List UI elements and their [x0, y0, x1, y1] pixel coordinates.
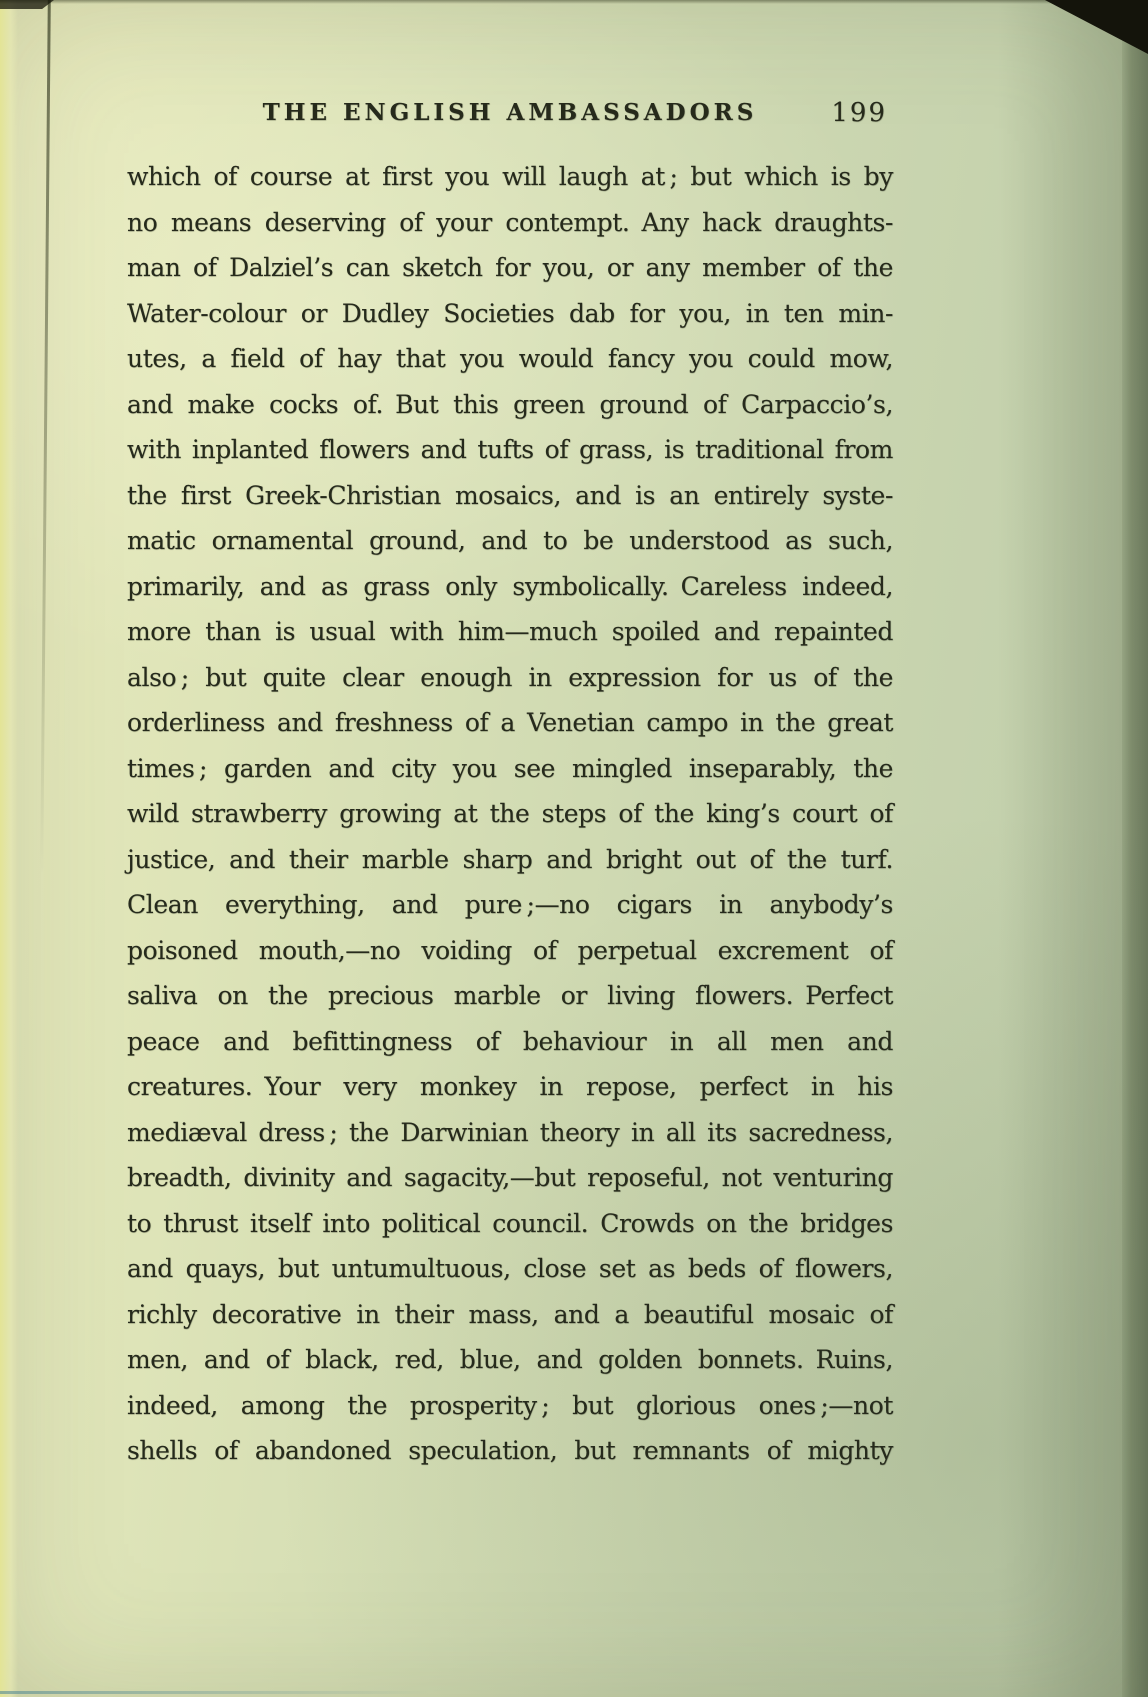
- text-line: and make cocks of. But this green ground of Carpaccio’s,: [127, 389, 893, 419]
- text-line: breadth, divinity and sagacity,—but reposeful, not venturing: [127, 1163, 893, 1192]
- text-line: wild strawberry growing at the steps of the king’s court of: [127, 799, 893, 828]
- printed-content: [127, 0, 893, 1697]
- text-line: with inplanted flowers and tufts of grass, is traditional from: [127, 435, 893, 464]
- text-line: primarily, and as grass only symbolically. Careless indeed,: [127, 571, 893, 601]
- text-line: peace and befittingness of behaviour in all men and: [127, 1026, 893, 1056]
- text-line: and quays, but untumultuous, close set as beds of flowers,: [127, 1254, 893, 1283]
- text-line: man of Dalziel’s can sketch for you, or any member of the: [127, 253, 893, 282]
- page-left-edge: [0, 0, 18, 1697]
- text-line: poisoned mouth,—no voiding of perpetual excrement of: [127, 935, 893, 965]
- text-line: orderliness and freshness of a Venetian campo in the great: [127, 708, 893, 737]
- page-edge-line: [40, 0, 51, 874]
- text-line: times ; garden and city you see mingled inseparably, the: [127, 753, 893, 783]
- text-line: Water-colour or Dudley Societies dab for you, in ten min-: [127, 298, 893, 328]
- text-line: matic ornamental ground, and to be understood as such,: [127, 526, 893, 555]
- text-line: to thrust itself into political council. Crowds on the bridges: [127, 1208, 893, 1238]
- text-line: justice, and their marble sharp and bright out of the turf.: [127, 844, 893, 874]
- body-text: [127, 154, 893, 1474]
- running-header-row: [127, 94, 893, 132]
- text-line: utes, a field of hay that you would fancy you could mow,: [127, 344, 893, 373]
- text-line: mediæval dress ; the Darwinian theory in all its sacredness,: [127, 1117, 893, 1147]
- text-line: which of course at first you will laugh at ; but which is by: [127, 162, 893, 191]
- running-header: THE ENGLISH AMBASSADORS: [262, 99, 758, 126]
- page-right-edge-band: [1122, 0, 1148, 1697]
- scan-corner-mark-top-left: [0, 0, 54, 9]
- text-line: creatures. Your very monkey in repose, perfect in his: [127, 1072, 893, 1101]
- page-number: 199: [831, 98, 887, 128]
- text-line: richly decorative in their mass, and a beautiful mosaic of: [127, 1299, 893, 1329]
- text-line: saliva on the precious marble or living flowers. Perfect: [127, 981, 893, 1010]
- text-line: men, and of black, red, blue, and golden bonnets. Ruins,: [127, 1345, 893, 1374]
- text-line: the first Greek-Christian mosaics, and is an entirely syste-: [127, 480, 893, 510]
- text-line: Clean everything, and pure ;—no cigars in anybody’s: [127, 890, 893, 919]
- text-line: indeed, among the prosperity ; but glorious ones ;—not: [127, 1390, 893, 1420]
- text-line: more than is usual with him—much spoiled and repainted: [127, 617, 893, 646]
- text-line: shells of abandoned speculation, but remnants of mighty: [127, 1436, 893, 1465]
- text-line: no means deserving of your contempt. Any hack draughts-: [127, 207, 893, 237]
- text-line: also ; but quite clear enough in expression for us of the: [127, 662, 893, 692]
